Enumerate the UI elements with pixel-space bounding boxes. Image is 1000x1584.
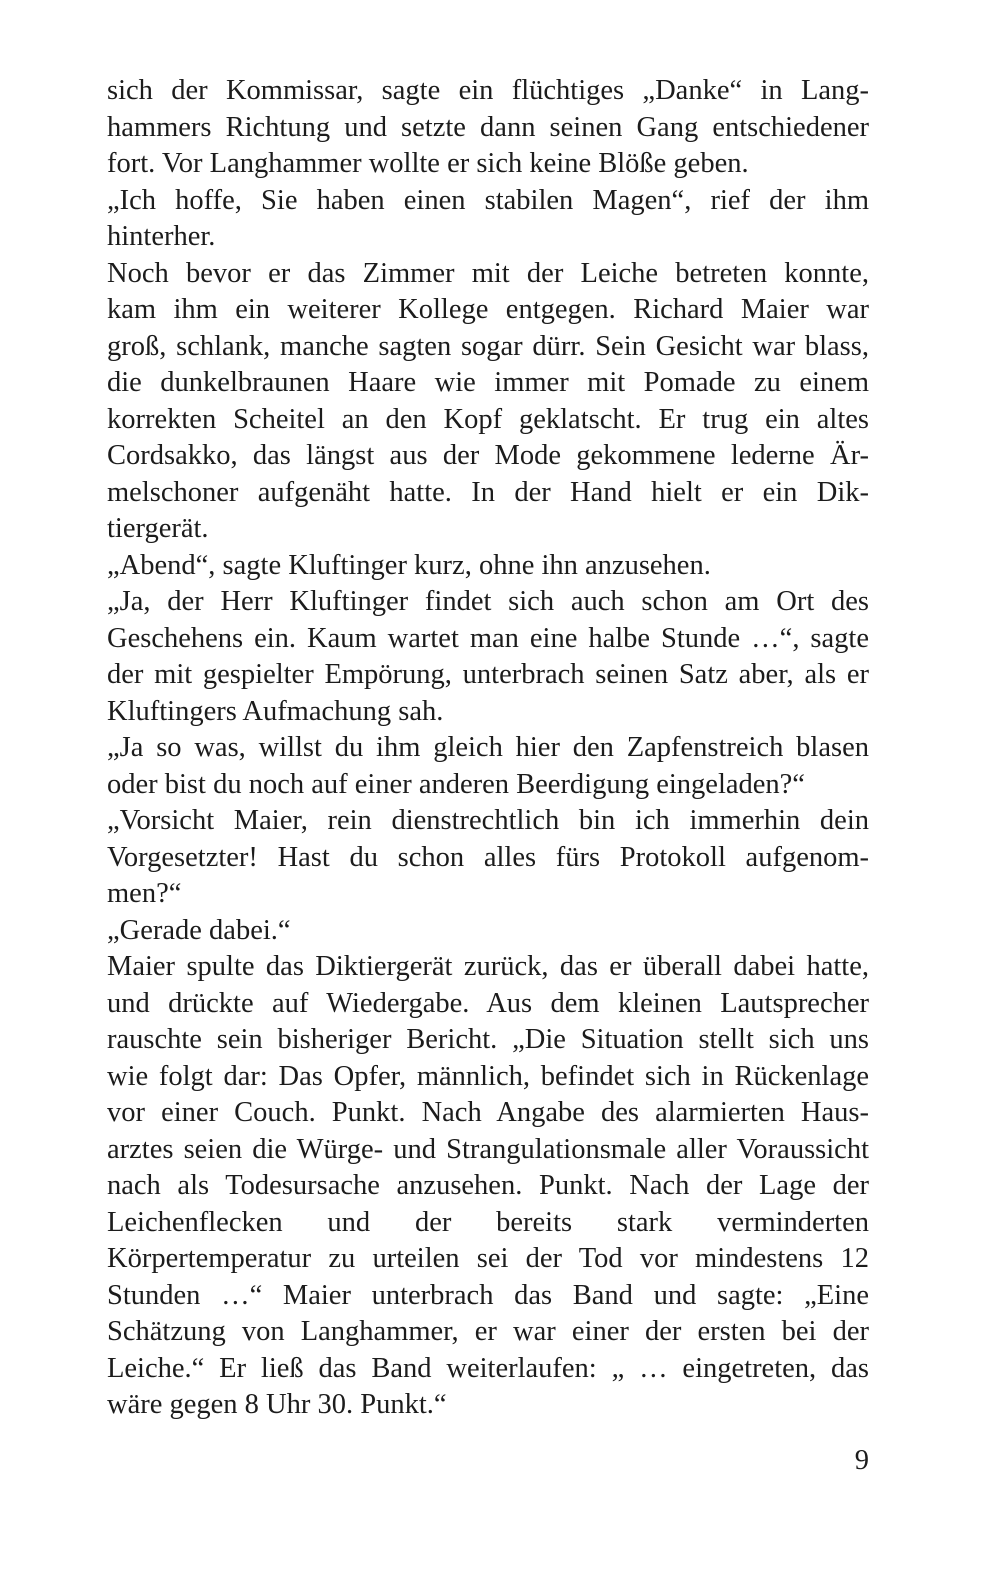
text-line: hinterher. xyxy=(107,221,216,252)
text-line: nach als Todesursache anzusehen. Punkt. Nach der Lage der xyxy=(107,1170,869,1201)
text-line: wäre gegen 8 Uhr 30. Punkt.“ xyxy=(107,1389,447,1420)
text-line: und drückte auf Wiedergabe. Aus dem kleinen Lautsprecher xyxy=(107,987,869,1019)
text-line: Cordsakko, das längst aus der Mode gekommene lederne Är- xyxy=(107,440,869,471)
text-line: Leichenflecken und der bereits stark verminderten xyxy=(107,1206,869,1238)
text-line: arztes seien die Würge- und Strangulationsmale aller Voraussicht xyxy=(107,1133,869,1165)
text-line: wie folgt dar: Das Opfer, männlich, befindet sich in Rückenlage xyxy=(107,1060,869,1092)
text-line: „Vorsicht Maier, rein dienstrechtlich bin ich immerhin dein xyxy=(107,805,869,836)
text-line: Kluftingers Aufmachung sah. xyxy=(107,695,444,727)
text-line: hammers Richtung und setzte dann seinen Gang entschiedener xyxy=(107,111,869,143)
text-line: Geschehens ein. Kaum wartet man eine halbe Stunde …“, sagte xyxy=(107,622,869,654)
text-line: oder bist du noch auf einer anderen Beerdigung eingeladen?“ xyxy=(107,768,805,800)
text-line: „Gerade dabei.“ xyxy=(107,914,291,946)
text-line: melschoner aufgenäht hatte. In der Hand hielt er ein Dik- xyxy=(107,476,869,508)
text-line: Vorgesetzter! Hast du schon alles fürs Protokoll aufgenom- xyxy=(107,841,869,873)
text-line: rauschte sein bisheriger Bericht. „Die Situation stellt sich uns xyxy=(107,1024,869,1055)
text-line: Körpertemperatur zu urteilen sei der Tod vor mindestens 12 xyxy=(107,1243,869,1274)
text-line: „Ja, der Herr Kluftinger findet sich auch schon am Ort des xyxy=(107,586,869,617)
body-text xyxy=(107,73,869,1424)
text-line: Noch bevor er das Zimmer mit der Leiche betreten konnte, xyxy=(107,257,869,289)
text-line: sich der Kommissar, sagte ein flüchtiges „Danke“ in Lang- xyxy=(107,75,869,106)
text-line: groß, schlank, manche sagten sogar dürr. Sein Gesicht war blass, xyxy=(107,330,869,362)
text-line: Stunden …“ Maier unterbrach das Band und sagte: „Eine xyxy=(107,1279,869,1311)
text-line: fort. Vor Langhammer wollte er sich keine Blöße geben. xyxy=(107,148,749,179)
text-line: men?“ xyxy=(107,878,182,909)
text-line: korrekten Scheitel an den Kopf geklatscht. Er trug ein altes xyxy=(107,403,869,435)
text-line: tiergerät. xyxy=(107,513,209,544)
text-line: Schätzung von Langhammer, er war einer der ersten bei der xyxy=(107,1316,869,1347)
text-line: „Ich hoffe, Sie haben einen stabilen Magen“, rief der ihm xyxy=(107,184,869,216)
text-line: die dunkelbraunen Haare wie immer mit Pomade zu einem xyxy=(107,367,869,398)
text-line: der mit gespielter Empörung, unterbrach seinen Satz aber, als er xyxy=(107,659,869,690)
text-line: „Ja so was, willst du ihm gleich hier den Zapfenstreich blasen xyxy=(107,732,869,763)
text-line: Maier spulte das Diktiergerät zurück, das er überall dabei hatte, xyxy=(107,951,869,982)
text-line: „Abend“, sagte Kluftinger kurz, ohne ihn anzusehen. xyxy=(107,549,711,581)
text-line: kam ihm ein weiterer Kollege entgegen. Richard Maier war xyxy=(107,294,869,325)
text-line: vor einer Couch. Punkt. Nach Angabe des alarmierten Haus- xyxy=(107,1097,869,1128)
text-line: Leiche.“ Er ließ das Band weiterlaufen: „ … eingetreten, das xyxy=(107,1352,869,1384)
page-number: 9 xyxy=(854,1445,869,1476)
